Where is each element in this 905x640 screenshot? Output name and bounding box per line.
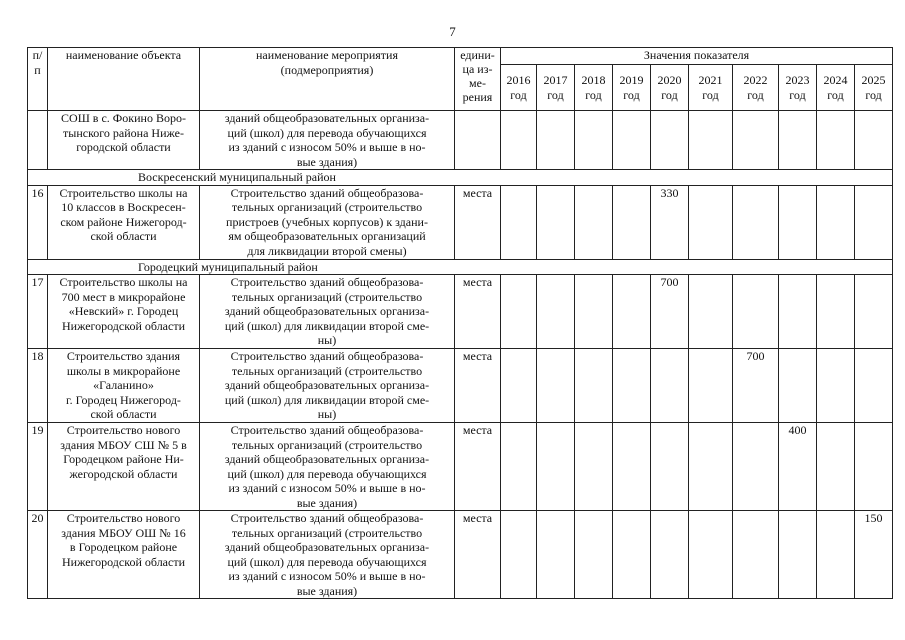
indicator-value: 400 [779, 423, 817, 511]
table-row [28, 275, 893, 349]
indicator-value [733, 511, 779, 599]
section-title: Воскресенский муниципальный район [28, 170, 893, 186]
table-row [28, 511, 893, 599]
header-year: 2023 год [779, 65, 817, 111]
indicator-value [779, 275, 817, 349]
indicator-value [779, 511, 817, 599]
measure-name: зданий общеобразовательных организа- ций (школ) для перевода обучающихся из зданий с износом 50% и выше в но- вые здания) [200, 111, 455, 170]
measure-name: Строительство зданий общеобразова- тельных организаций (строительство пристроев (учебных корпусов) к здани- ям общеобразовательных организаций для ликвидации второй смены) [200, 185, 455, 259]
object-name: Строительство школы на 10 классов в Воскресен- ском районе Нижегород- ской области [48, 185, 200, 259]
indicator-value [613, 111, 651, 170]
indicator-value [779, 185, 817, 259]
indicator-value [537, 423, 575, 511]
measure-name: Строительство зданий общеобразова- тельных организаций (строительство зданий общеобразовательных организа- ций (школ) для перевода обучающихся из зданий с износом 50% и выше в но- вые здания) [200, 423, 455, 511]
indicator-value [779, 111, 817, 170]
indicator-value [501, 349, 537, 423]
header-year: 2022 год [733, 65, 779, 111]
unit-of-measure [455, 111, 501, 170]
indicator-value [733, 185, 779, 259]
indicator-value [689, 511, 733, 599]
indicator-value [817, 185, 855, 259]
indicator-value [817, 423, 855, 511]
indicator-value [689, 423, 733, 511]
indicator-value [575, 511, 613, 599]
indicator-value [575, 185, 613, 259]
indicator-value [779, 349, 817, 423]
header-year: 2020 год [651, 65, 689, 111]
indicator-value: 330 [651, 185, 689, 259]
indicator-value [501, 111, 537, 170]
indicator-value [613, 275, 651, 349]
indicator-value [855, 349, 893, 423]
header-object: наименование объекта [48, 48, 200, 111]
header-year: 2024 год [817, 65, 855, 111]
object-name: Строительство школы на 700 мест в микрорайоне «Невский» г. Городец Нижегородской области [48, 275, 200, 349]
header-year: 2021 год [689, 65, 733, 111]
indicator-value [689, 349, 733, 423]
table-body [28, 111, 893, 599]
indicator-value [855, 185, 893, 259]
indicator-value [575, 349, 613, 423]
header-year: 2025 год [855, 65, 893, 111]
object-name: Строительство здания школы в микрорайоне «Галанино» г. Городец Нижегород- ской области [48, 349, 200, 423]
header-year: 2019 год [613, 65, 651, 111]
indicator-value: 700 [733, 349, 779, 423]
row-number: 18 [28, 349, 48, 423]
header-year: 2017 год [537, 65, 575, 111]
object-name: Строительство нового здания МБОУ ОШ № 16 в Городецком районе Нижегородской области [48, 511, 200, 599]
header-year: 2016 год [501, 65, 537, 111]
indicator-value [689, 275, 733, 349]
indicator-value [537, 275, 575, 349]
object-name: СОШ в с. Фокино Воро- тынского района Ниже- городской области [48, 111, 200, 170]
indicator-value: 700 [651, 275, 689, 349]
indicator-value [817, 275, 855, 349]
header-measure: наименование мероприятия (подмероприятия) [200, 48, 455, 111]
indicator-value [537, 111, 575, 170]
unit-of-measure: места [455, 349, 501, 423]
row-number [28, 111, 48, 170]
unit-of-measure: места [455, 185, 501, 259]
header-unit: едини- ца из- ме- рения [455, 48, 501, 111]
measure-name: Строительство зданий общеобразова- тельных организаций (строительство зданий общеобразовательных организа- ций (школ) для ликвидации второй сме- ны) [200, 349, 455, 423]
indicator-value [613, 349, 651, 423]
indicator-value [733, 111, 779, 170]
row-number: 17 [28, 275, 48, 349]
indicator-value: 150 [855, 511, 893, 599]
measure-name: Строительство зданий общеобразова- тельных организаций (строительство зданий общеобразовательных организа- ций (школ) для ликвидации второй сме- ны) [200, 275, 455, 349]
indicator-value [575, 275, 613, 349]
indicator-value [501, 423, 537, 511]
table-row [28, 423, 893, 511]
indicator-value [855, 423, 893, 511]
page-number: 7 [449, 24, 456, 39]
row-number: 20 [28, 511, 48, 599]
table-row [28, 111, 893, 170]
indicator-value [537, 185, 575, 259]
indicator-value [501, 185, 537, 259]
section-row [28, 170, 893, 186]
indicator-value [651, 349, 689, 423]
indicator-value [689, 185, 733, 259]
indicator-value [855, 275, 893, 349]
header-year: 2018 год [575, 65, 613, 111]
indicator-value [575, 423, 613, 511]
indicator-value [855, 111, 893, 170]
indicator-value [651, 511, 689, 599]
section-row [28, 259, 893, 275]
indicator-value [817, 111, 855, 170]
indicator-value [651, 111, 689, 170]
header-values: Значения показателя [501, 48, 893, 65]
object-name: Строительство нового здания МБОУ СШ № 5 в Городецком районе Ни- жегородской области [48, 423, 200, 511]
indicator-value [817, 349, 855, 423]
indicator-value [501, 275, 537, 349]
table-row [28, 349, 893, 423]
indicator-value [733, 275, 779, 349]
indicator-value [613, 185, 651, 259]
indicator-value [537, 349, 575, 423]
indicator-value [575, 111, 613, 170]
indicator-value [651, 423, 689, 511]
indicator-value [613, 511, 651, 599]
indicator-value [733, 423, 779, 511]
section-title: Городецкий муниципальный район [28, 259, 893, 275]
indicator-value [537, 511, 575, 599]
unit-of-measure: места [455, 275, 501, 349]
indicator-value [689, 111, 733, 170]
indicators-table [27, 47, 893, 599]
unit-of-measure: места [455, 511, 501, 599]
header-num: п/ п [28, 48, 48, 111]
unit-of-measure: места [455, 423, 501, 511]
indicator-value [501, 511, 537, 599]
measure-name: Строительство зданий общеобразова- тельных организаций (строительство зданий общеобразовательных организа- ций (школ) для перевода обучающихся из зданий с износом 50% и выше в но- вые здания) [200, 511, 455, 599]
row-number: 19 [28, 423, 48, 511]
row-number: 16 [28, 185, 48, 259]
indicator-value [817, 511, 855, 599]
table-row [28, 185, 893, 259]
indicator-value [613, 423, 651, 511]
